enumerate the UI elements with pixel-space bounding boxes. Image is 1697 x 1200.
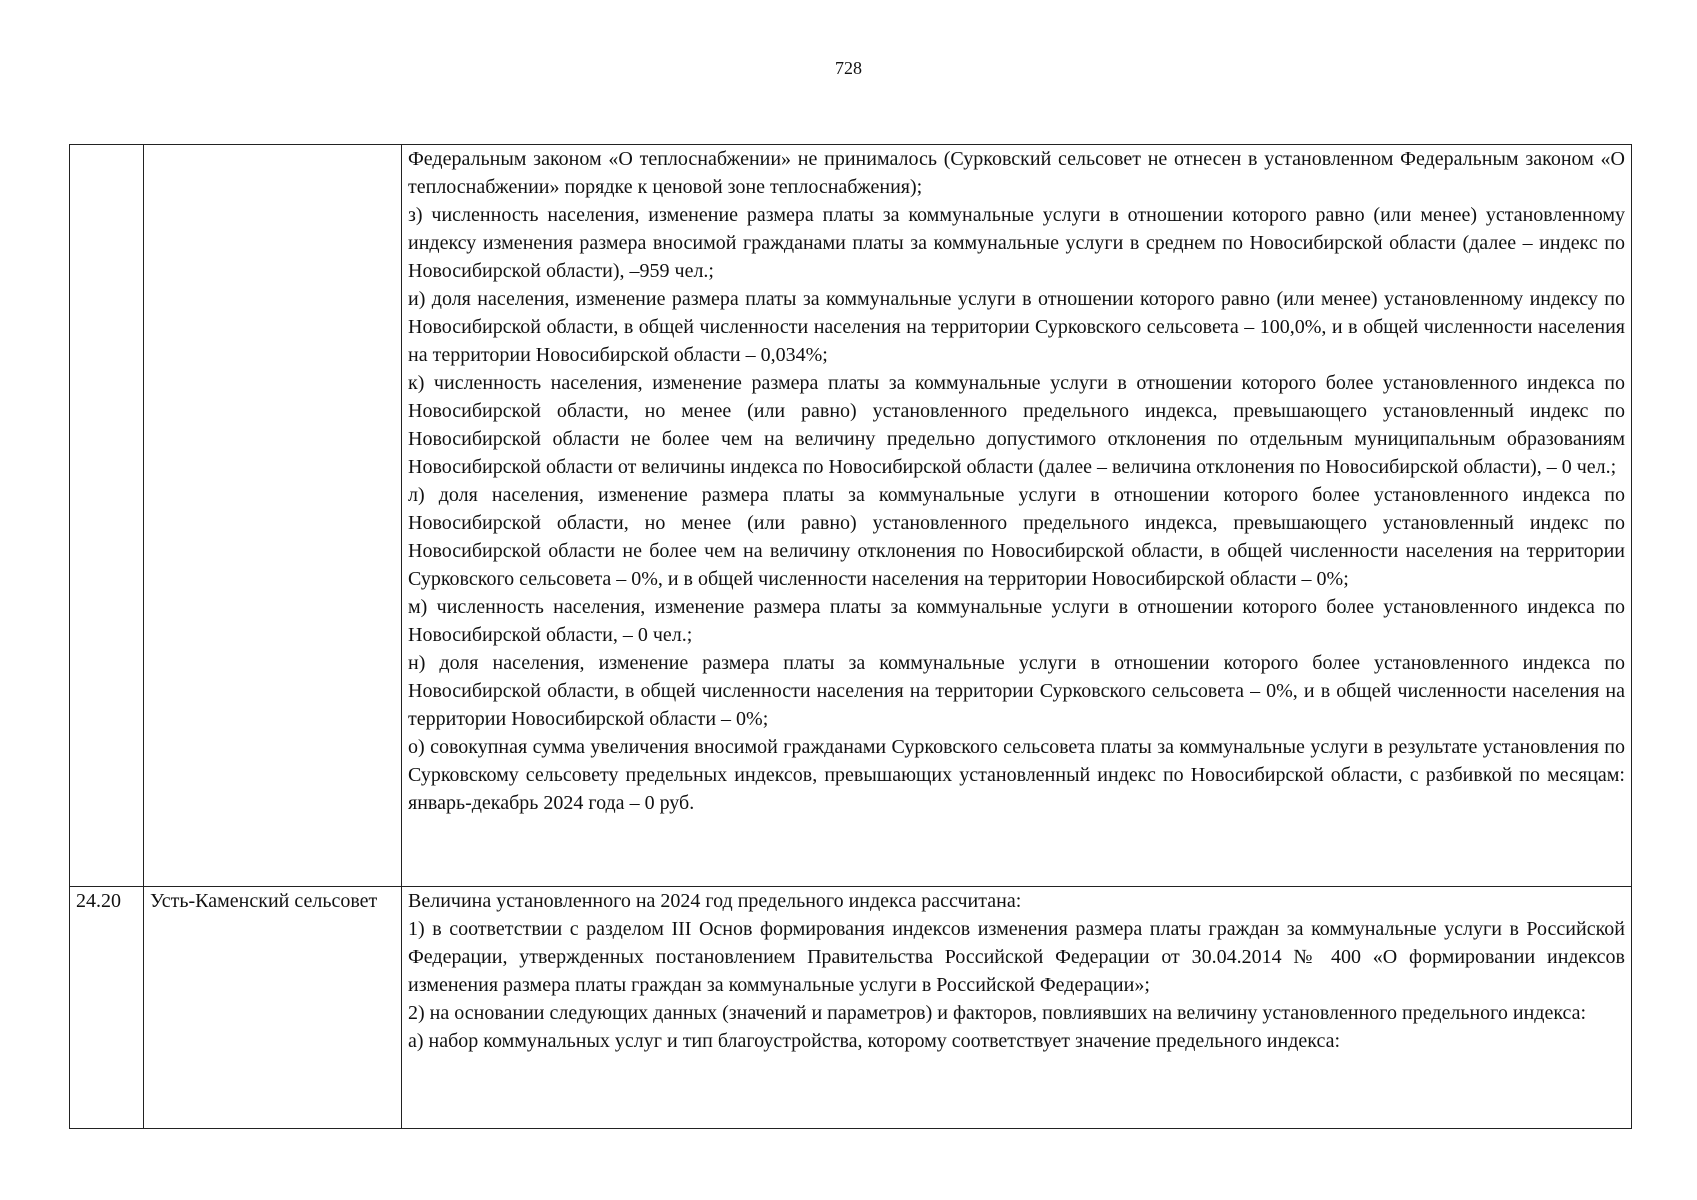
table-row bbox=[70, 887, 1632, 1129]
paragraph: 2) на основании следующих данных (значений и параметров) и факторов, повлиявших на величину установленного предельного индекса: bbox=[408, 1002, 1587, 1024]
paragraph: а) набор коммунальных услуг и тип благоустройства, которому соответствует значение предельного индекса: bbox=[408, 1030, 1341, 1052]
paragraph: о) совокупная сумма увеличения вносимой гражданами Сурковского сельсовета платы за коммунальные услуги в результате установления по Сурковскому сельсовету предельных индексов, превышающих установленный индекс по Новосибирской области, с разбивкой по месяцам: январь-декабрь 2024 года – 0 руб. bbox=[408, 736, 1625, 814]
description-cell bbox=[402, 887, 1632, 1129]
paragraph: л) доля населения, изменение размера платы за коммунальные услуги в отношении которого более установленного индекса по Новосибирской области, но менее (или равно) установленного предельного индекса, превышающего установленный индекс по Новосибирской области не более чем на величину отклонения по Новосибирской области, в общей численности населения на территории Сурковского сельсовета – 0%, и в общей численности населения на территории Новосибирской области – 0%; bbox=[408, 484, 1625, 590]
document-table bbox=[69, 144, 1632, 1129]
paragraph: м) численность населения, изменение размера платы за коммунальные услуги в отношении которого более установленного индекса по Новосибирской области, – 0 чел.; bbox=[408, 596, 1625, 646]
paragraph: и) доля населения, изменение размера платы за коммунальные услуги в отношении которого равно (или менее) установленному индексу по Новосибирской области, в общей численности населения на территории Сурковского сельсовета – 100,0%, и в общей численности населения на территории Новосибирской области – 0,034%; bbox=[408, 288, 1625, 366]
municipality-name: Усть-Каменский сельсовет bbox=[144, 887, 402, 1129]
municipality-name bbox=[144, 145, 402, 887]
paragraph: Федеральным законом «О теплоснабжении» не принималось (Сурковский сельсовет не отнесен в установленном Федеральным законом «О теплоснабжении» порядке к ценовой зоне теплоснабжения); bbox=[408, 148, 1625, 198]
paragraph: з) численность населения, изменение размера платы за коммунальные услуги в отношении которого равно (или менее) установленному индексу изменения размера вносимой гражданами платы за коммунальные услуги в среднем по Новосибирской области (далее – индекс по Новосибирской области), –959 чел.; bbox=[408, 204, 1625, 282]
row-number: 24.20 bbox=[70, 887, 144, 1129]
row-number bbox=[70, 145, 144, 887]
paragraph: 1) в соответствии с разделом III Основ формирования индексов изменения размера платы граждан за коммунальные услуги в Российской Федерации, утвержденных постановлением Правительства Российской Федерации от 30.04.2014 № 400 «О формировании индексов изменения размера платы граждан за коммунальные услуги в Российской Федерации»; bbox=[408, 918, 1625, 996]
table-row bbox=[70, 145, 1632, 887]
page-number: 728 bbox=[835, 58, 862, 78]
paragraph: Величина установленного на 2024 год предельного индекса рассчитана: bbox=[408, 890, 1022, 912]
paragraph: н) доля населения, изменение размера платы за коммунальные услуги в отношении которого более установленного индекса по Новосибирской области, в общей численности населения на территории Сурковского сельсовета – 0%, и в общей численности населения на территории Новосибирской области – 0%; bbox=[408, 652, 1625, 730]
description-cell bbox=[402, 145, 1632, 887]
paragraph: к) численность населения, изменение размера платы за коммунальные услуги в отношении которого более установленного индекса по Новосибирской области, но менее (или равно) установленного предельного индекса, превышающего установленный индекс по Новосибирской области не более чем на величину предельно допустимого отклонения по отдельным муниципальным образованиям Новосибирской области от величины индекса по Новосибирской области (далее – величина отклонения по Новосибирской области), – 0 чел.; bbox=[408, 372, 1625, 478]
